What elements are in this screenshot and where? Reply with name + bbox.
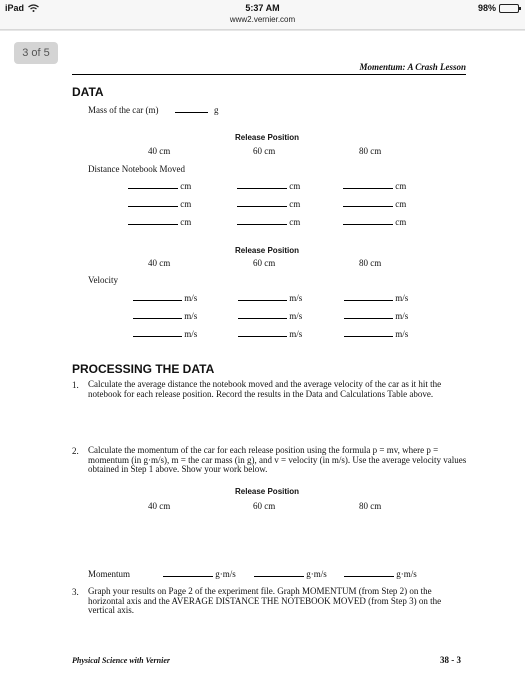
unit-cm: cm (289, 217, 301, 227)
processing-heading: PROCESSING THE DATA (72, 362, 215, 376)
unit-ms: m/s (289, 329, 303, 339)
momentum-blank[interactable] (344, 570, 394, 577)
page-number: 38 - 3 (440, 655, 461, 665)
clock: 5:37 AM (245, 3, 280, 13)
distance-blank[interactable] (237, 218, 287, 225)
unit-cm: cm (289, 199, 301, 209)
mass-unit: g (213, 105, 219, 115)
velocity-blank[interactable] (133, 330, 182, 337)
velocity-blank[interactable] (133, 294, 182, 301)
unit-ms: m/s (289, 311, 303, 321)
velocity-cell (238, 311, 302, 321)
battery-percent: 98% (477, 3, 496, 13)
position-60: 60 cm (253, 146, 276, 156)
position-40: 40 cm (148, 258, 171, 268)
distance-cell (343, 217, 406, 227)
distance-cell (128, 181, 191, 191)
distance-cell (237, 199, 300, 209)
velocity-blank[interactable] (344, 330, 393, 337)
release-position-header: Release Position (235, 487, 300, 496)
distance-blank[interactable] (237, 200, 287, 207)
unit-ms: m/s (184, 311, 198, 321)
unit-ms: m/s (395, 311, 409, 321)
momentum-blank[interactable] (254, 570, 304, 577)
mass-row (88, 105, 218, 115)
unit-cm: cm (180, 217, 192, 227)
velocity-blank[interactable] (238, 312, 287, 319)
step-1-text: Calculate the average distance the notebook moved and the average velocity of the car as it hit the notebook for each release position. Record the results in the Data and Calculations Table above. (88, 379, 442, 399)
unit-ms: m/s (289, 293, 303, 303)
footer-left: Physical Science with Vernier (72, 656, 170, 665)
document-page[interactable] (0, 31, 525, 700)
unit-cm: cm (395, 181, 407, 191)
velocity-cell (344, 311, 408, 321)
unit-gms: g·m/s (306, 569, 327, 579)
step-2-text: Calculate the momentum of the car for each release position using the formula p = mv, where p = momentum (in g·m/s), m = the car mass (in g), and v = velocity (in m/s). Use the average velocity values obtained in Step 1 above. Show your work below. (88, 445, 467, 474)
distance-blank[interactable] (343, 182, 393, 189)
velocity-blank[interactable] (238, 294, 287, 301)
position-80: 80 cm (359, 501, 382, 511)
distance-blank[interactable] (237, 182, 287, 189)
position-40: 40 cm (148, 501, 171, 511)
distance-cell (343, 181, 406, 191)
unit-cm: cm (395, 199, 407, 209)
unit-cm: cm (395, 217, 407, 227)
mass-blank[interactable] (175, 106, 208, 113)
device-label: iPad (5, 3, 25, 13)
page-indicator: 3 of 5 (14, 42, 58, 64)
unit-ms: m/s (184, 293, 198, 303)
unit-cm: cm (180, 199, 192, 209)
url-address[interactable]: www2.vernier.com (229, 15, 296, 24)
momentum-label: Momentum (88, 569, 130, 579)
unit-ms: m/s (395, 293, 409, 303)
step-number: 2. (72, 446, 79, 456)
distance-cell (237, 217, 300, 227)
distance-blank[interactable] (128, 218, 178, 225)
step-3-text: Graph your results on Page 2 of the experiment file. Graph MOMENTUM (from Step 2) on the horizontal axis and the AVERAGE DISTANCE THE NOTEBOOK MOVED (from Step 3) on the vertical axis. (88, 586, 442, 615)
momentum-cell (254, 569, 327, 579)
distance-blank[interactable] (343, 200, 393, 207)
step-number: 1. (72, 380, 79, 390)
unit-gms: g·m/s (215, 569, 236, 579)
distance-cell (128, 199, 191, 209)
battery-indicator (478, 3, 519, 13)
unit-cm: cm (180, 181, 192, 191)
data-heading: DATA (72, 85, 104, 99)
velocity-cell (238, 293, 302, 303)
step-number: 3. (72, 587, 79, 597)
position-40: 40 cm (148, 146, 171, 156)
battery-icon (499, 4, 519, 13)
velocity-label: Velocity (88, 275, 118, 285)
unit-gms: g·m/s (396, 569, 417, 579)
mass-label: Mass of the car (m) (88, 105, 159, 115)
velocity-blank[interactable] (344, 294, 393, 301)
unit-ms: m/s (395, 329, 409, 339)
distance-blank[interactable] (343, 218, 393, 225)
unit-cm: cm (289, 181, 301, 191)
position-60: 60 cm (253, 258, 276, 268)
distance-cell (237, 181, 300, 191)
position-60: 60 cm (253, 501, 276, 511)
momentum-blank[interactable] (163, 570, 213, 577)
velocity-cell (344, 293, 408, 303)
velocity-blank[interactable] (344, 312, 393, 319)
status-bar (0, 0, 525, 30)
velocity-cell (344, 329, 408, 339)
velocity-cell (133, 293, 197, 303)
distance-cell (343, 199, 406, 209)
velocity-blank[interactable] (133, 312, 182, 319)
position-80: 80 cm (359, 258, 382, 268)
distance-label: Distance Notebook Moved (88, 164, 185, 174)
velocity-cell (238, 329, 302, 339)
velocity-cell (133, 311, 197, 321)
running-head: Momentum: A Crash Lesson (72, 62, 466, 75)
distance-cell (128, 217, 191, 227)
unit-ms: m/s (184, 329, 198, 339)
momentum-cell (163, 569, 236, 579)
momentum-cell (344, 569, 417, 579)
release-position-header: Release Position (235, 133, 300, 142)
release-position-header: Release Position (235, 246, 300, 255)
position-80: 80 cm (359, 146, 382, 156)
distance-blank[interactable] (128, 200, 178, 207)
velocity-cell (133, 329, 197, 339)
velocity-blank[interactable] (238, 330, 287, 337)
distance-blank[interactable] (128, 182, 178, 189)
